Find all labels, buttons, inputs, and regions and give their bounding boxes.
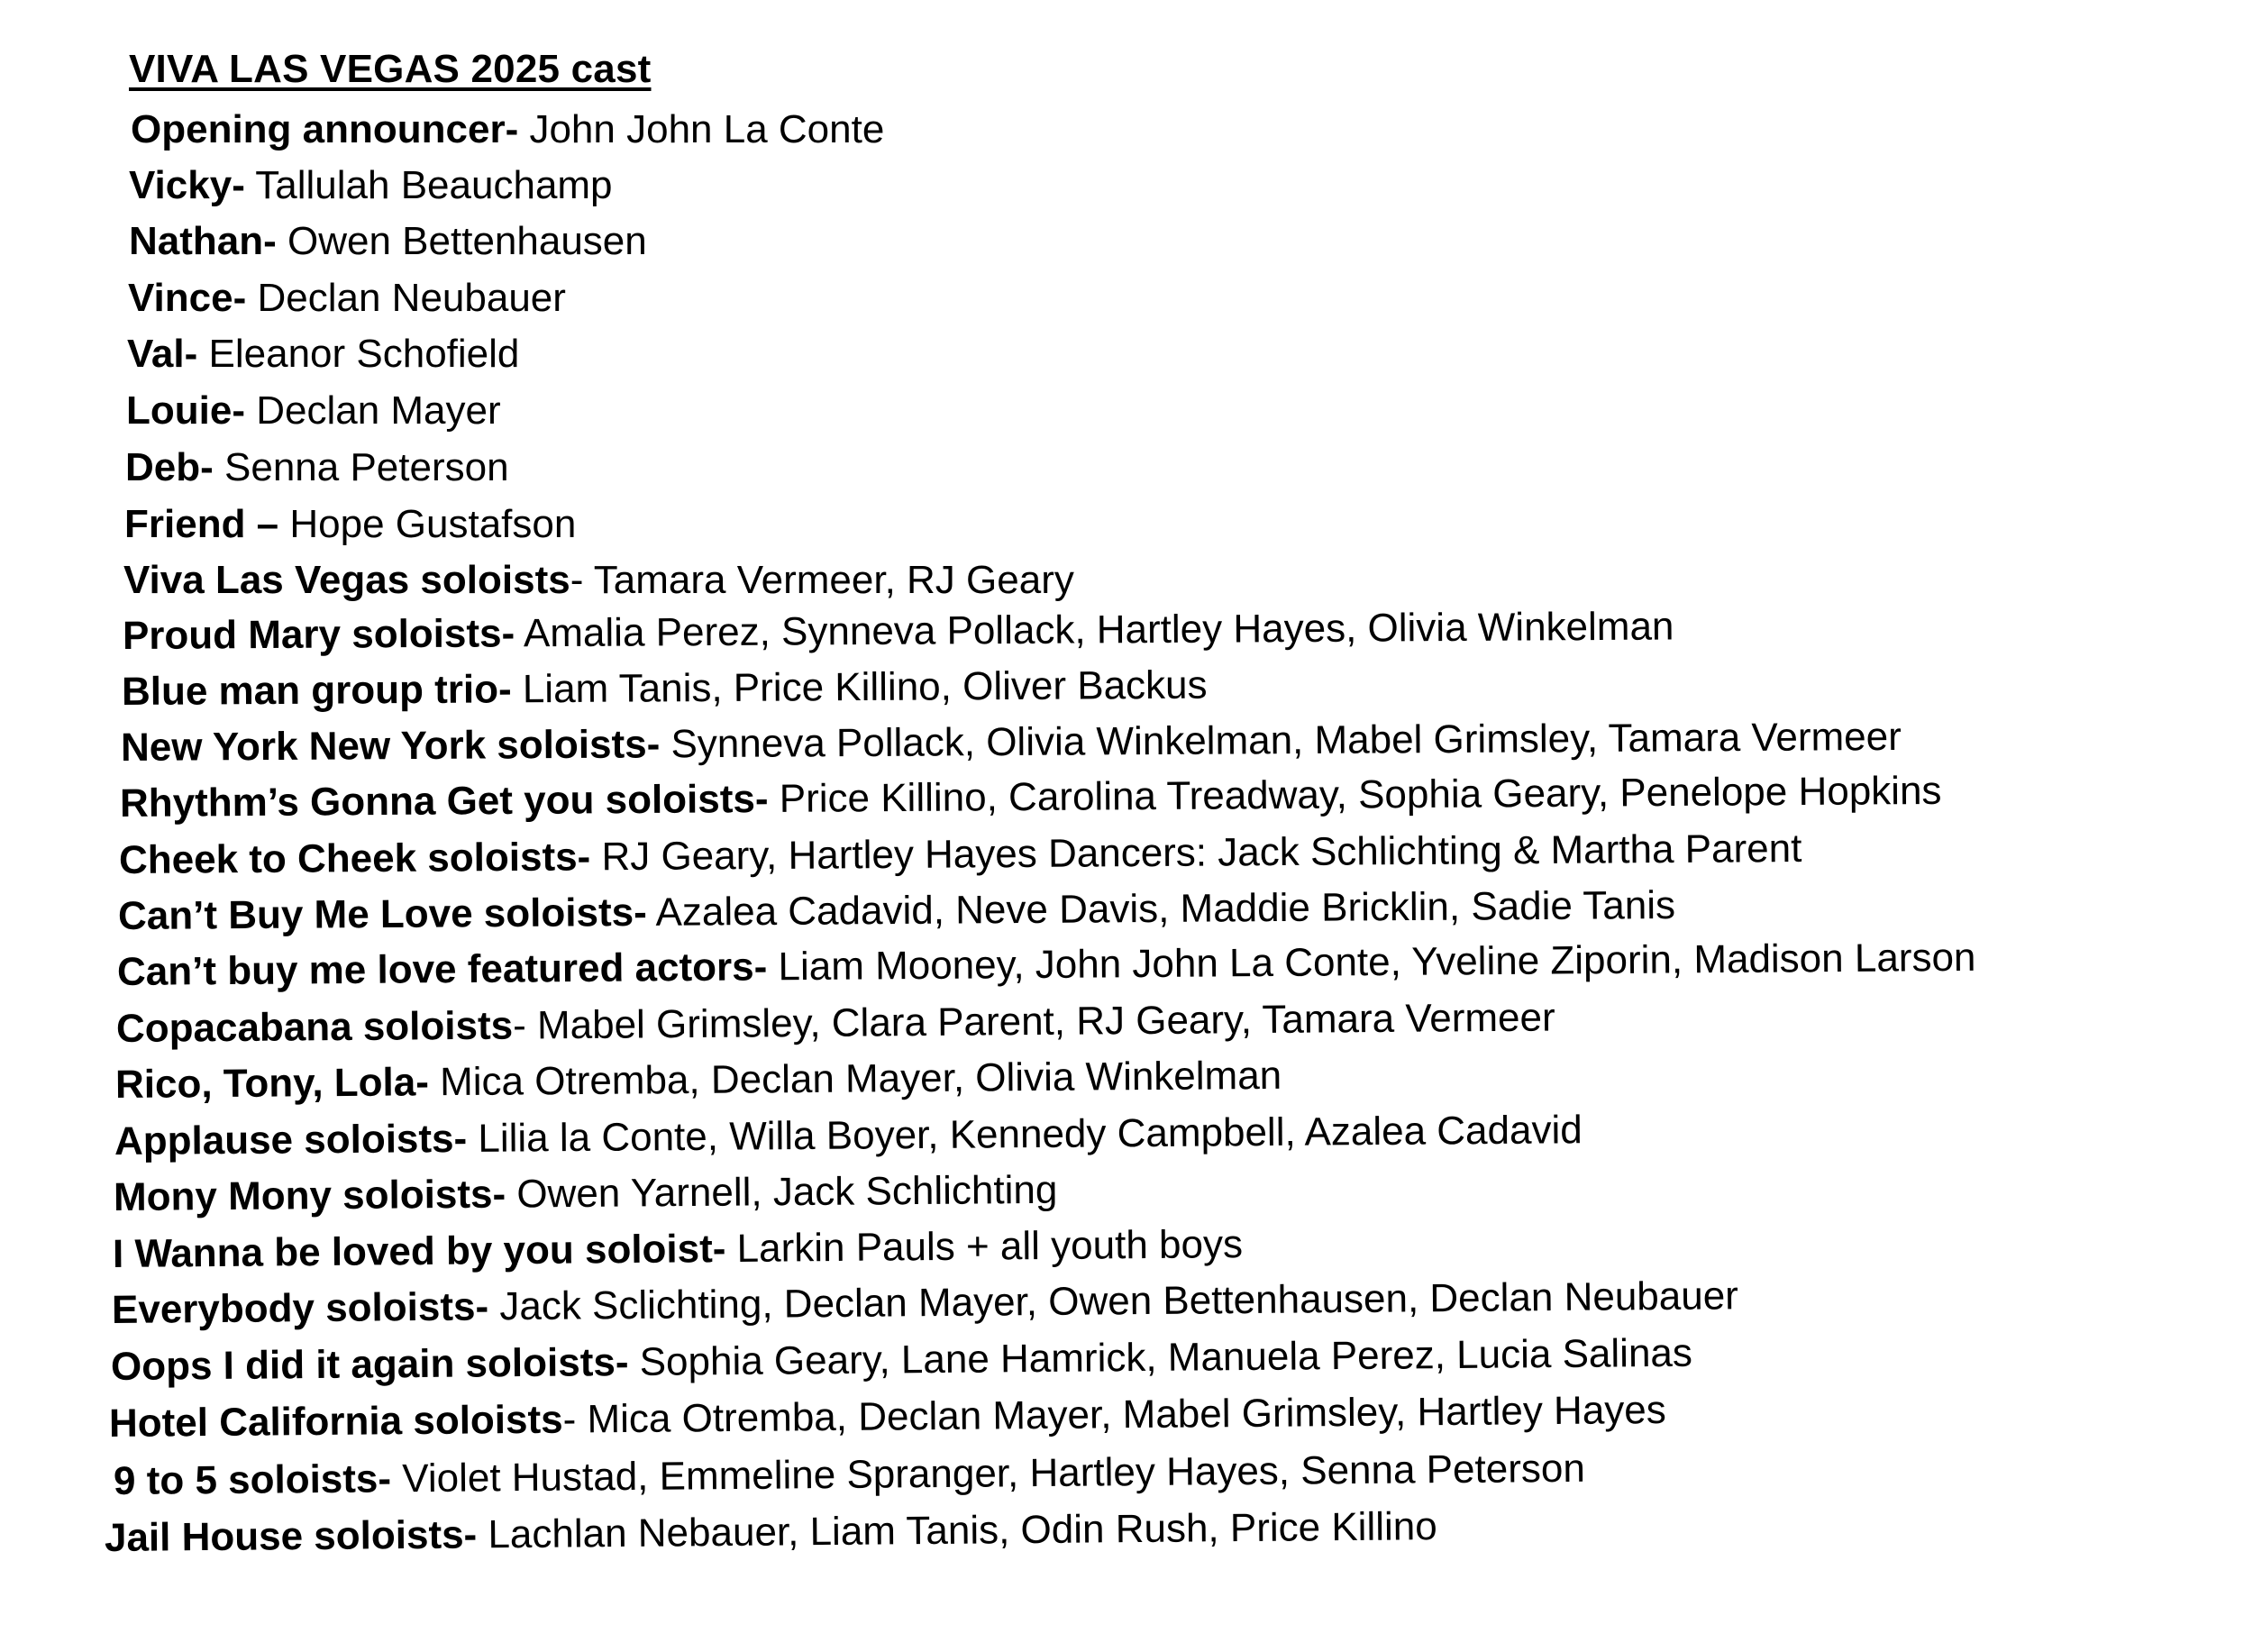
performer-names: Tallulah Beauchamp bbox=[244, 163, 613, 207]
role-label: Rico, Tony, Lola- bbox=[114, 1060, 430, 1107]
role-label: Opening announcer- bbox=[131, 107, 519, 151]
performer-names: Owen Yarnell, Jack Schlichting bbox=[505, 1167, 1058, 1217]
role-label: Jail House soloists- bbox=[104, 1512, 478, 1560]
role-label: New York New York soloists- bbox=[120, 722, 661, 770]
cast-line bbox=[128, 275, 566, 322]
performer-names: Price Killino, Carolina Treadway, Sophia Geary, Penelope Hopkins bbox=[768, 768, 1942, 821]
performer-names: Sophia Geary, Lane Hamrick, Manuela Perez, Lucia Salinas bbox=[628, 1330, 1693, 1384]
role-label: Can’t Buy Me Love soloists- bbox=[117, 890, 647, 938]
role-label: Copacabana soloists bbox=[115, 1003, 514, 1051]
cast-line bbox=[117, 935, 1976, 996]
performer-names: RJ Geary, Hartley Hayes Dancers: Jack Schlichting & Martha Parent bbox=[590, 826, 1802, 880]
role-label: Louie- bbox=[126, 388, 245, 433]
performer-names: Synneva Pollack, Olivia Winkelman, Mabel Grimsley, Tamara Vermeer bbox=[660, 714, 1902, 767]
cast-line bbox=[105, 1503, 1437, 1562]
role-label: Friend – bbox=[124, 502, 279, 546]
cast-line bbox=[119, 826, 1802, 884]
performer-names: Lilia la Conte, Willa Boyer, Kennedy Campbell, Azalea Cadavid bbox=[466, 1108, 1583, 1161]
role-label: Deb- bbox=[125, 445, 214, 489]
cast-line bbox=[114, 1167, 1058, 1221]
performer-names: John John La Conte bbox=[518, 107, 885, 151]
performer-names: - Mabel Grimsley, Clara Parent, RJ Geary, Tamara Vermeer bbox=[512, 995, 1555, 1048]
cast-line bbox=[109, 1387, 1666, 1447]
role-label: Vince- bbox=[128, 276, 247, 320]
performer-names: Violet Hustad, Emmeline Spranger, Hartley Hayes, Senna Peterson bbox=[390, 1446, 1586, 1501]
performer-names: Larkin Pauls + all youth boys bbox=[725, 1222, 1244, 1272]
performer-names: Eleanor Schofield bbox=[197, 332, 520, 376]
role-label: Cheek to Cheek soloists- bbox=[118, 835, 591, 882]
performer-names: Mica Otremba, Declan Mayer, Olivia Winkelman bbox=[428, 1053, 1282, 1105]
cast-line bbox=[120, 768, 1942, 827]
cast-line bbox=[123, 557, 1074, 604]
role-label: Val- bbox=[127, 332, 198, 376]
cast-line bbox=[129, 162, 613, 209]
role-label: Proud Mary soloists- bbox=[122, 611, 515, 658]
role-label: Oops I did it again soloists- bbox=[110, 1339, 629, 1389]
role-label: Nathan- bbox=[129, 219, 277, 263]
cast-line bbox=[111, 1330, 1692, 1391]
role-label: Rhythm’s Gonna Get you soloists- bbox=[119, 776, 769, 826]
performer-names: Amalia Perez, Synneva Pollack, Hartley Hayes, Olivia Winkelman bbox=[515, 604, 1674, 656]
role-label: Vicky- bbox=[129, 163, 245, 207]
role-label: I Wanna be loved by you soloist- bbox=[112, 1227, 726, 1276]
cast-line bbox=[116, 994, 1555, 1053]
performer-names: Azalea Cadavid, Neve Davis, Maddie Bricklin, Sadie Tanis bbox=[646, 882, 1676, 935]
performer-names: Declan Mayer bbox=[244, 388, 501, 433]
performer-names: Senna Peterson bbox=[213, 445, 509, 489]
performer-names: Liam Mooney, John John La Conte, Yveline Ziporin, Madison Larson bbox=[767, 935, 1976, 990]
role-label: Applause soloists- bbox=[114, 1116, 468, 1164]
cast-line bbox=[121, 714, 1902, 771]
role-label: Blue man group trio- bbox=[121, 667, 512, 714]
role-label: Mony Mony soloists- bbox=[113, 1172, 506, 1219]
cast-line bbox=[122, 662, 1208, 716]
role-label: Everybody soloists- bbox=[111, 1284, 489, 1332]
performer-names: - Mica Otremba, Declan Mayer, Mabel Grimsley, Hartley Hayes bbox=[562, 1387, 1666, 1442]
performer-names: Liam Tanis, Price Killino, Oliver Backus bbox=[511, 662, 1208, 712]
cast-line bbox=[113, 1221, 1243, 1278]
role-label: 9 to 5 soloists- bbox=[113, 1456, 392, 1503]
cast-line bbox=[126, 388, 501, 434]
performer-names: - Tamara Vermeer, RJ Geary bbox=[570, 558, 1074, 602]
cast-line bbox=[131, 106, 884, 153]
role-label: Can’t buy me love featured actors- bbox=[116, 945, 768, 994]
cast-line bbox=[112, 1273, 1738, 1334]
cast-line bbox=[114, 1107, 1583, 1165]
performer-names: Owen Bettenhausen bbox=[276, 219, 647, 263]
cast-line bbox=[127, 331, 519, 378]
cast-line bbox=[118, 882, 1675, 940]
performer-names: Hope Gustafson bbox=[278, 502, 577, 546]
cast-line bbox=[125, 444, 509, 491]
cast-line bbox=[123, 603, 1674, 660]
performer-names: Lachlan Nebauer, Liam Tanis, Odin Rush, Price Killino bbox=[477, 1504, 1437, 1557]
performer-names: Declan Neubauer bbox=[246, 276, 566, 320]
cast-line bbox=[114, 1446, 1585, 1505]
performer-names: Jack Sclichting, Declan Mayer, Owen Bettenhausen, Declan Neubauer bbox=[488, 1273, 1739, 1329]
role-label: Viva Las Vegas soloists bbox=[123, 558, 570, 602]
role-label: Hotel California soloists bbox=[108, 1397, 563, 1446]
cast-line bbox=[124, 501, 576, 548]
cast-line bbox=[115, 1053, 1282, 1109]
page-title: VIVA LAS VEGAS 2025 cast bbox=[129, 47, 652, 91]
cast-line bbox=[129, 218, 647, 265]
